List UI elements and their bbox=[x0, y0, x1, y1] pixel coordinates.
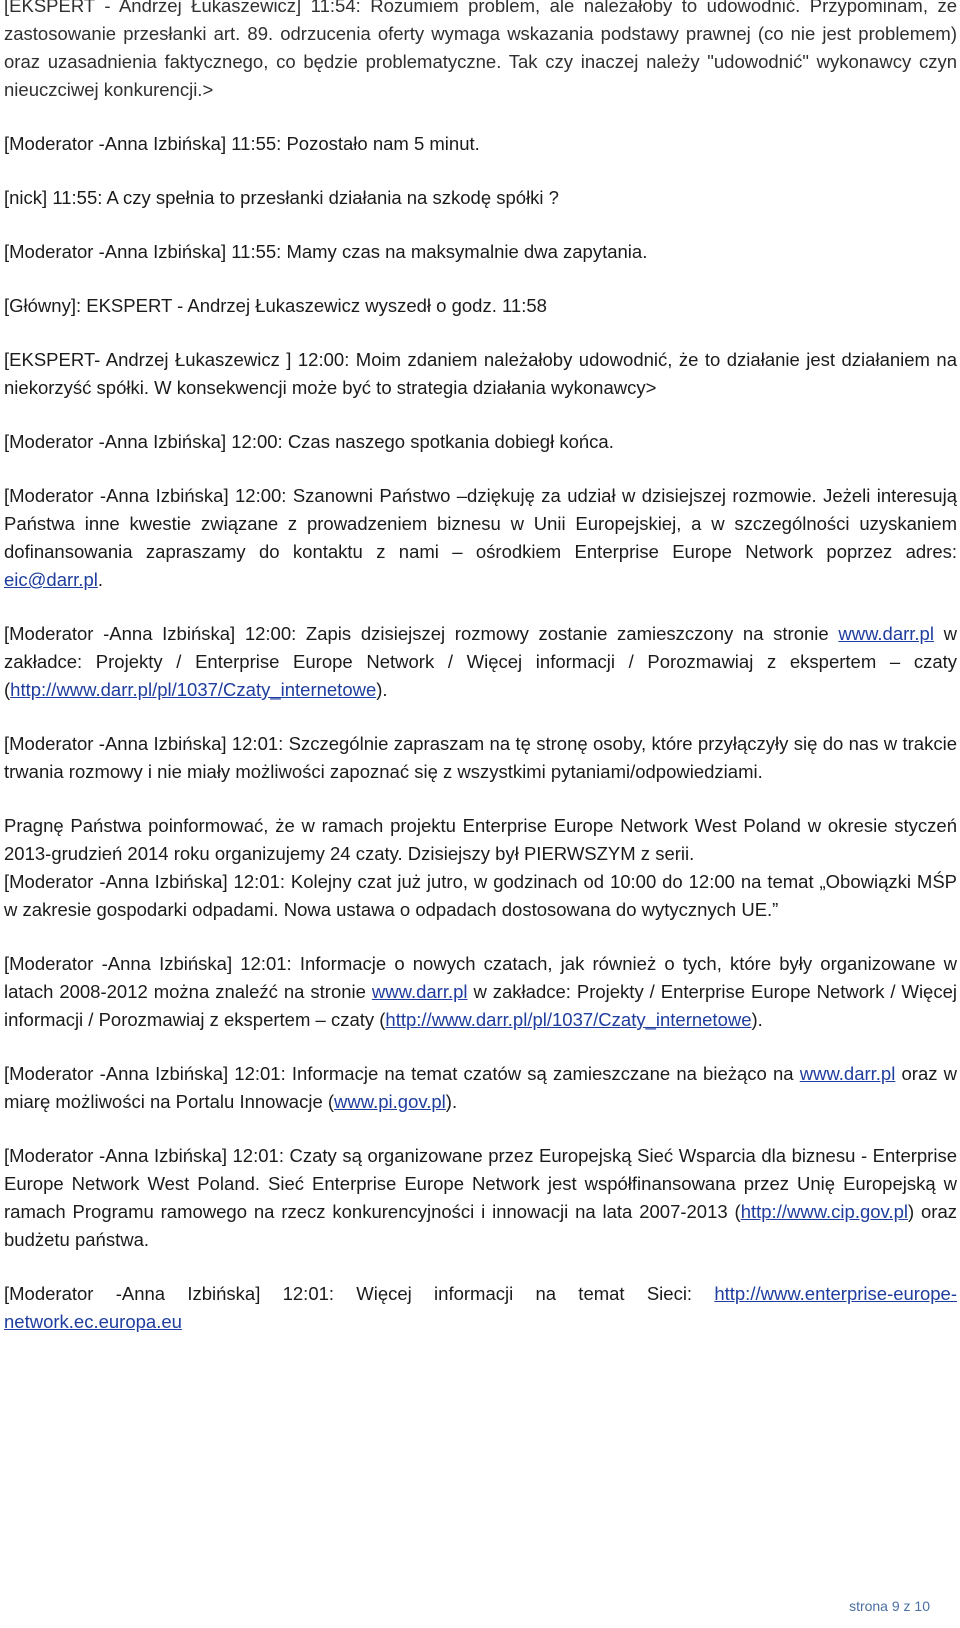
website-link[interactable]: http://www.darr.pl/pl/1037/Czaty_internetowe bbox=[10, 679, 377, 700]
chat-message bbox=[4, 428, 957, 456]
message-text: [Moderator -Anna Izbińska] 12:01: Więcej informacji na temat Sieci: bbox=[4, 1283, 715, 1304]
message-text: [Moderator -Anna Izbińska] 12:01: Szczególnie zapraszam na tę stronę osoby, które przyłączyły się do nas w trakcie trwania rozmowy i nie miały możliwości zapoznać się z wszystkimi pytaniami/odpowiedziami. bbox=[4, 733, 957, 782]
message-text: ). bbox=[376, 679, 388, 700]
website-link[interactable]: www.darr.pl bbox=[371, 981, 468, 1002]
website-link[interactable]: http://www.enterprise-europe-network.ec.europa.eu bbox=[4, 1283, 957, 1332]
message-text: ). bbox=[751, 1009, 763, 1030]
chat-message bbox=[4, 184, 957, 212]
chat-message bbox=[4, 130, 957, 158]
message-text: w zakładce: Projekty / Enterprise Europe Network / Więcej informacji / Porozmawiaj z ekspertem – czaty ( bbox=[4, 623, 957, 700]
message-text: [Moderator -Anna Izbińska] 12:00: Zapis dzisiejszej rozmowy zostanie zamieszczony na stronie bbox=[4, 623, 839, 644]
chat-message bbox=[4, 482, 957, 594]
message-text: ). bbox=[445, 1091, 458, 1112]
message-text: [Moderator -Anna Izbińska] 11:55: Pozostało nam 5 minut. bbox=[4, 133, 480, 154]
message-text: [EKSPERT- Andrzej Łukaszewicz ] 12:00: Moim zdaniem należałoby udowodnić, że to działanie jest działaniem na niekorzyść spółki. W konsekwencji może być to strategia działania wykonawcy> bbox=[4, 349, 957, 398]
website-link[interactable]: www.pi.gov.pl bbox=[334, 1091, 446, 1112]
chat-message bbox=[4, 292, 957, 320]
chat-message bbox=[4, 812, 957, 868]
website-link[interactable]: www.darr.pl bbox=[799, 1063, 896, 1084]
document-page bbox=[4, 0, 957, 1362]
message-text: [Główny]: EKSPERT - Andrzej Łukaszewicz wyszedł o godz. 11:58 bbox=[4, 295, 547, 316]
chat-message bbox=[4, 1142, 957, 1254]
page-number: strona 9 z 10 bbox=[849, 1598, 930, 1614]
chat-message bbox=[4, 868, 957, 924]
chat-message bbox=[4, 1280, 957, 1336]
chat-message bbox=[4, 950, 957, 1034]
message-text: [Moderator -Anna Izbińska] 12:01: Informacje na temat czatów są zamieszczane na bieżąco na bbox=[4, 1063, 800, 1084]
message-text: [nick] 11:55: A czy spełnia to przesłanki działania na szkodę spółki ? bbox=[4, 187, 559, 208]
chat-message bbox=[4, 730, 957, 786]
email-link[interactable]: eic@darr.pl bbox=[4, 569, 98, 590]
message-text: w zakładce: Projekty / Enterprise Europe Network / Więcej informacji / Porozmawiaj z ekspertem – czaty ( bbox=[4, 981, 957, 1030]
message-text: [Moderator -Anna Izbińska] 11:55: Mamy czas na maksymalnie dwa zapytania. bbox=[4, 241, 648, 262]
message-text: [Moderator -Anna Izbińska] 12:00: Czas naszego spotkania dobiegł końca. bbox=[4, 431, 614, 452]
website-link[interactable]: http://www.cip.gov.pl bbox=[740, 1201, 908, 1222]
message-text: . bbox=[97, 569, 103, 590]
message-text: [Moderator -Anna Izbińska] 12:00: Szanowni Państwo –dziękuję za udział w dzisiejszej rozmowie. Jeżeli interesują Państwa inne kwestie związane z prowadzeniem biznesu w Unii Europejskiej, a w szczególności uzyskaniem dofinansowania zapraszamy do kontaktu z nami – ośrodkiem Enterprise Europe Network poprzez adres: bbox=[4, 485, 957, 562]
chat-message bbox=[4, 1060, 957, 1116]
chat-message bbox=[4, 620, 957, 704]
website-link[interactable]: www.darr.pl bbox=[838, 623, 934, 644]
message-text: [Moderator -Anna Izbińska] 12:01: Informacje o nowych czatach, jak również o tych, które były organizowane w latach 2008-2012 można znaleźć na stronie bbox=[4, 953, 957, 1002]
message-text: ) oraz budżetu państwa. bbox=[4, 1201, 957, 1250]
message-text: oraz w miarę możliwości na Portalu Innowacje ( bbox=[4, 1063, 957, 1112]
chat-message bbox=[4, 346, 957, 402]
message-text: [Moderator -Anna Izbińska] 12:01: Kolejny czat już jutro, w godzinach od 10:00 do 12:00 na temat „Obowiązki MŚP w zakresie gospodarki odpadami. Nowa ustawa o odpadach dostosowana do wytycznych UE.” bbox=[4, 871, 957, 920]
chat-message bbox=[4, 0, 957, 104]
message-text: [EKSPERT - Andrzej Łukaszewicz] 11:54: Rozumiem problem, ale należałoby to udowodnić. Przypominam, że zastosowanie przesłanki art. 89. odrzucenia oferty wymaga wskazania podstawy prawnej (co nie jest problemem) oraz uzasadnienia faktycznego, co będzie problematyczne. Tak czy inaczej należy "udowodnić" wykonawcy czyn nieuczciwej konkurencji.> bbox=[4, 0, 957, 100]
website-link[interactable]: http://www.darr.pl/pl/1037/Czaty_internetowe bbox=[385, 1009, 752, 1030]
message-text: Pragnę Państwa poinformować, że w ramach projektu Enterprise Europe Network West Poland w okresie styczeń 2013-grudzień 2014 roku organizujemy 24 czaty. Dzisiejszy był PIERWSZYM z serii. bbox=[4, 815, 957, 864]
message-text: [Moderator -Anna Izbińska] 12:01: Czaty są organizowane przez Europejską Sieć Wsparcia dla biznesu - Enterprise Europe Network West Poland. Sieć Enterprise Europe Network jest współfinansowana przez Unię Europejską w ramach Programu ramowego na rzecz konkurencyjności i innowacji na lata 2007-2013 ( bbox=[4, 1145, 957, 1222]
chat-message bbox=[4, 238, 957, 266]
